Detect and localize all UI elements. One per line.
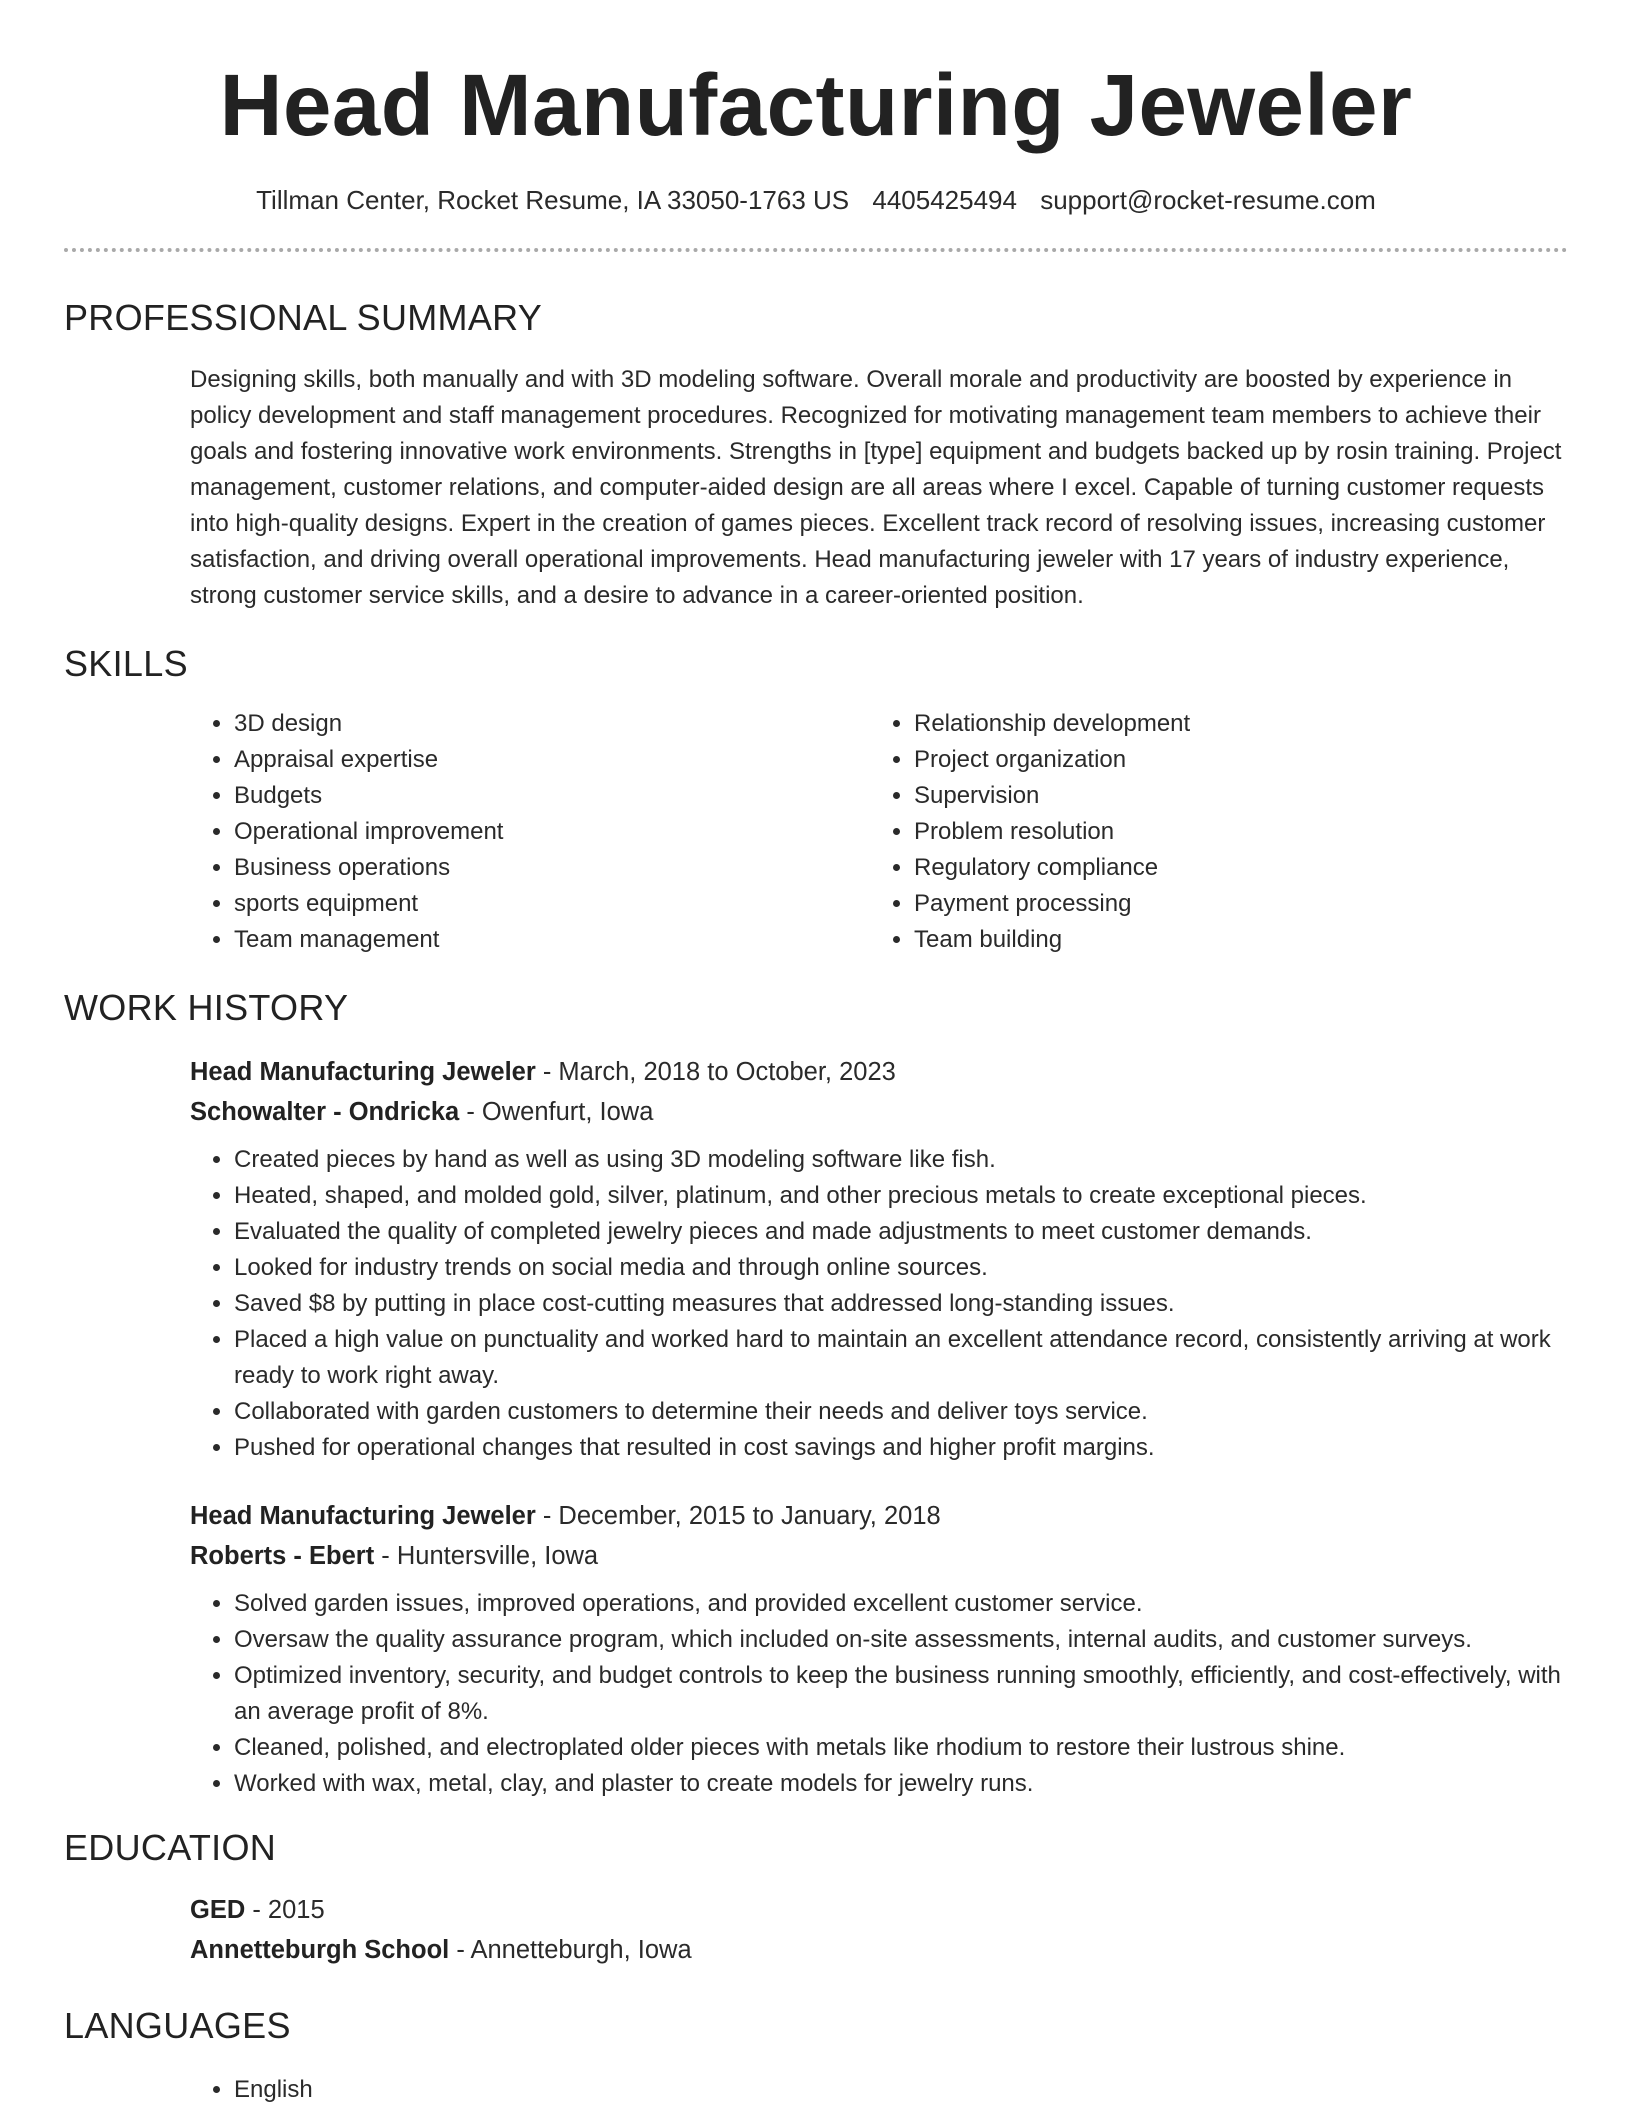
job-company-line [190, 1092, 1568, 1132]
skills-column-left [190, 706, 870, 958]
job-bullet: • Looked for industry trends on social media and through online sources. [234, 1250, 1568, 1286]
job-company: Schowalter - Ondricka [190, 1098, 460, 1126]
skill-item: • Project organization [914, 742, 1550, 778]
skill-item: • Operational improvement [234, 814, 870, 850]
skills-grid [190, 706, 1568, 958]
summary-text: Designing skills, both manually and with 3D modeling software. Overall morale and productivity are boosted by experience in policy development and staff management procedures. Recognized for motivating management team members to achieve their goals and fostering innovative work environments. Strengths in [type] equipment and budgets backed up by rosin training. Project management, customer relations, and computer-aided design are all areas where I excel. Capable of turning customer requests into high-quality designs. Expert in the creation of games pieces. Excellent track record of resolving issues, increasing customer satisfaction, and driving overall operational improvements. Head manufacturing jeweler with 17 years of industry experience, strong customer service skills, and a desire to advance in a career-oriented position. [190, 366, 1562, 609]
job-location: - Owenfurt, Iowa [459, 1098, 654, 1126]
job-bullet: • Oversaw the quality assurance program, which included on-site assessments, internal audits, and customer surveys. [234, 1622, 1568, 1658]
education-degree: GED [190, 1896, 246, 1924]
skill-item: • Budgets [234, 778, 870, 814]
skills-section [64, 642, 1568, 958]
job-bullet: • Pushed for operational changes that resulted in cost savings and higher profit margins. [234, 1430, 1568, 1466]
summary-section [64, 296, 1568, 614]
job-bullet: • Created pieces by hand as well as using 3D modeling software like fish. [234, 1142, 1568, 1178]
job-role: Head Manufacturing Jeweler [190, 1058, 536, 1086]
education-section [64, 1826, 1568, 1970]
job-bullet: • Optimized inventory, security, and budget controls to keep the business running smoothly, efficiently, and cost-effectively, with an average profit of 8%. [234, 1658, 1568, 1730]
education-degree-line [190, 1890, 1568, 1930]
skill-item: • 3D design [234, 706, 870, 742]
job-bullet: • Collaborated with garden customers to determine their needs and deliver toys service. [234, 1394, 1568, 1430]
language-item: • English [234, 2072, 1568, 2108]
job-bullet: • Evaluated the quality of completed jewelry pieces and made adjustments to meet customer demands. [234, 1214, 1568, 1250]
summary-title: PROFESSIONAL SUMMARY [64, 297, 543, 338]
job-bullet: • Worked with wax, metal, clay, and plaster to create models for jewelry runs. [234, 1766, 1568, 1802]
skills-column-right [870, 706, 1550, 958]
skill-item: • Payment processing [914, 886, 1550, 922]
job-dates: - December, 2015 to January, 2018 [535, 1502, 941, 1530]
education-school: Annetteburgh School [190, 1936, 450, 1964]
education-year: - 2015 [245, 1896, 325, 1924]
skill-item: • Business operations [234, 850, 870, 886]
resume-header [0, 0, 1632, 216]
contact-address: Tillman Center, Rocket Resume, IA 33050-1763 US [256, 185, 850, 215]
skill-item: • Problem resolution [914, 814, 1550, 850]
job-bullet: • Solved garden issues, improved operations, and provided excellent customer service. [234, 1586, 1568, 1622]
job-entry [190, 1496, 1568, 1802]
education-title: EDUCATION [64, 1827, 277, 1868]
skill-item: • Regulatory compliance [914, 850, 1550, 886]
job-bullet: • Heated, shaped, and molded gold, silver, platinum, and other precious metals to create exceptional pieces. [234, 1178, 1568, 1214]
work-history-section [64, 986, 1568, 1802]
contact-info [0, 184, 1632, 216]
job-location: - Huntersville, Iowa [374, 1542, 599, 1570]
skill-item: • Supervision [914, 778, 1550, 814]
skill-item: • Appraisal expertise [234, 742, 870, 778]
skill-item: • Team management [234, 922, 870, 958]
contact-phone: 4405425494 [872, 185, 1017, 215]
job-role-line [190, 1052, 1568, 1092]
header-divider [64, 248, 1568, 252]
job-bullets [190, 1142, 1568, 1466]
skills-title: SKILLS [64, 643, 188, 684]
education-school-line [190, 1930, 1568, 1970]
job-company: Roberts - Ebert [190, 1542, 375, 1570]
skill-item: • sports equipment [234, 886, 870, 922]
languages-title: LANGUAGES [64, 2005, 291, 2046]
job-bullets [190, 1586, 1568, 1802]
job-bullet: • Saved $8 by putting in place cost-cutting measures that addressed long-standing issues. [234, 1286, 1568, 1322]
work-history-title: WORK HISTORY [64, 987, 349, 1028]
job-bullet: • Cleaned, polished, and electroplated older pieces with metals like rhodium to restore their lustrous shine. [234, 1730, 1568, 1766]
job-role-line [190, 1496, 1568, 1536]
job-entry [190, 1052, 1568, 1466]
job-role: Head Manufacturing Jeweler [190, 1502, 536, 1530]
job-dates: - March, 2018 to October, 2023 [535, 1058, 896, 1086]
contact-email[interactable]: support@rocket-resume.com [1040, 185, 1376, 215]
resume-name: Head Manufacturing Jeweler [219, 57, 1413, 154]
job-bullet: • Placed a high value on punctuality and worked hard to maintain an excellent attendance record, consistently arriving at work ready to work right away. [234, 1322, 1568, 1394]
skill-item: • Relationship development [914, 706, 1550, 742]
job-company-line [190, 1536, 1568, 1576]
education-location: - Annetteburgh, Iowa [449, 1936, 692, 1964]
languages-section [64, 2004, 1568, 2108]
skill-item: • Team building [914, 922, 1550, 958]
